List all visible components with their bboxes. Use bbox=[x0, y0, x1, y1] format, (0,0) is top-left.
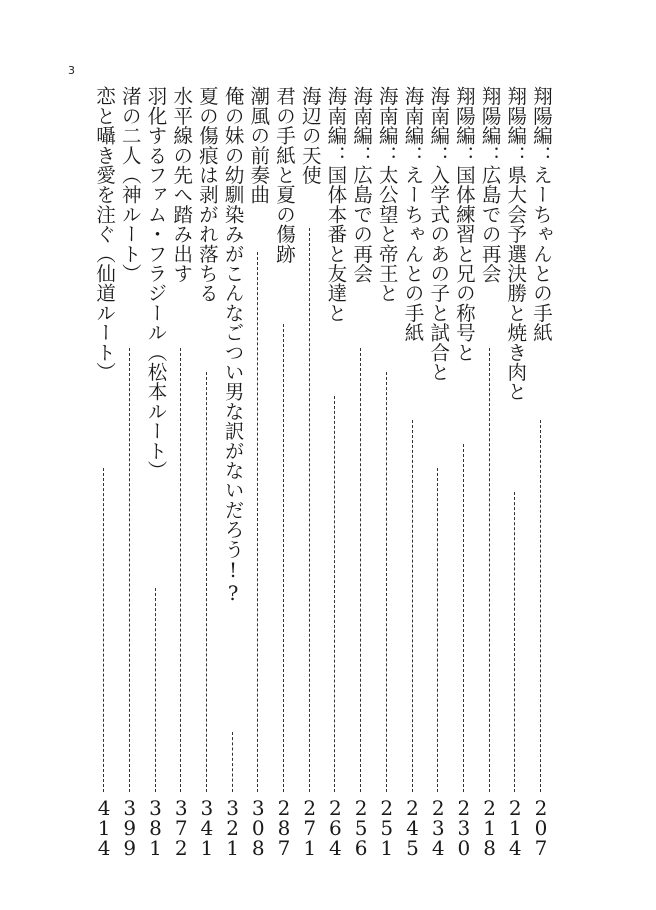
toc-entry-title: 翔陽編：広島での再会 bbox=[478, 86, 502, 283]
toc-entry-title: 海南編：広島での再会 bbox=[350, 86, 374, 283]
toc-entry-title: 海南編：太公望と帝王と bbox=[375, 86, 399, 303]
toc-entry[interactable] bbox=[349, 86, 374, 860]
toc-entry-title: 海辺の天使 bbox=[298, 86, 322, 185]
dotted-leader bbox=[155, 588, 156, 792]
toc-entry[interactable] bbox=[221, 86, 245, 860]
toc-entry-page-number: 2 5 1 bbox=[380, 796, 394, 860]
toc-entry[interactable] bbox=[195, 86, 219, 860]
toc-entry[interactable] bbox=[426, 86, 451, 860]
toc-entry-page-number: 3 9 9 bbox=[123, 796, 137, 860]
toc-entry-page-number: 2 0 7 bbox=[534, 796, 548, 860]
toc-entry[interactable] bbox=[323, 86, 348, 860]
dotted-leader bbox=[232, 732, 233, 792]
toc-entry[interactable] bbox=[478, 86, 502, 860]
toc-entry-page-number: 2 1 8 bbox=[483, 796, 496, 860]
page-number: 3 bbox=[68, 64, 75, 77]
dotted-leader bbox=[283, 324, 284, 792]
toc-entry-page-number: 2 3 0 bbox=[457, 796, 471, 860]
toc-entry-page-number: 2 1 4 bbox=[508, 796, 522, 860]
toc-entry-title: 恋と囁き愛を注ぐ（仙道ルート） bbox=[93, 86, 117, 382]
toc-entry-title: 海南編：入学式のあの子と試合と bbox=[427, 86, 451, 382]
toc-entry-page-number: 2 3 4 bbox=[431, 796, 445, 860]
toc-entry-page-number: 3 8 1 bbox=[149, 796, 162, 860]
toc-entry-page-number: 3 2 1 bbox=[226, 796, 239, 860]
toc-entry[interactable] bbox=[169, 86, 194, 860]
toc-entry-title: 夏の傷痕は剥がれ落ちる bbox=[195, 86, 219, 303]
toc-entry[interactable] bbox=[529, 86, 553, 860]
dotted-leader bbox=[180, 348, 181, 792]
toc-entry[interactable] bbox=[298, 86, 322, 860]
dotted-leader bbox=[463, 444, 464, 792]
toc-entry[interactable] bbox=[246, 86, 271, 860]
toc-entry-title: 翔陽編：国体練習と兄の称号と bbox=[452, 86, 476, 362]
dotted-leader bbox=[334, 396, 335, 792]
toc-entry-page-number: 2 8 7 bbox=[277, 796, 291, 860]
dotted-leader bbox=[514, 492, 515, 792]
toc-entry[interactable] bbox=[144, 86, 168, 860]
dotted-leader bbox=[412, 420, 413, 792]
toc-entry-page-number: 2 7 1 bbox=[303, 796, 317, 860]
dotted-leader bbox=[540, 420, 541, 792]
toc-entry[interactable] bbox=[401, 86, 425, 860]
dotted-leader bbox=[437, 468, 438, 792]
toc-entry[interactable] bbox=[375, 86, 399, 860]
toc-entry-title: 渚の二人（神ルート） bbox=[118, 86, 142, 283]
toc-entry[interactable] bbox=[92, 86, 117, 860]
dotted-leader bbox=[360, 348, 361, 792]
table-of-contents bbox=[0, 86, 656, 866]
dotted-leader bbox=[206, 372, 207, 792]
dotted-leader bbox=[103, 468, 104, 792]
toc-entry-page-number: 3 7 2 bbox=[174, 796, 188, 860]
toc-entry-page-number: 2 5 6 bbox=[354, 796, 368, 860]
toc-entry-title: 海南編：国体本番と友達と bbox=[324, 86, 348, 323]
toc-entry-page-number: 4 1 4 bbox=[97, 796, 111, 860]
dotted-leader bbox=[309, 228, 310, 792]
toc-entry-title: 翔陽編：えーちゃんとの手紙 bbox=[530, 86, 553, 343]
dotted-leader bbox=[257, 252, 258, 792]
toc-entry-title: 羽化するファム・フラジール（松本ルート） bbox=[144, 86, 168, 480]
toc-entry-title: 俺の妹の幼馴染みがこんなごつい男な訳がないだろう!? bbox=[221, 86, 245, 606]
toc-entry-title: 君の手紙と夏の傷跡 bbox=[273, 86, 296, 264]
toc-entry-page-number: 3 4 1 bbox=[200, 796, 214, 860]
toc-entry-title: 潮風の前奏曲 bbox=[247, 86, 271, 205]
toc-entry-page-number: 2 4 5 bbox=[406, 796, 419, 860]
toc-entry[interactable] bbox=[503, 86, 528, 860]
toc-entry-title: 海南編：えーちゃんとの手紙 bbox=[401, 86, 425, 343]
toc-entry-title: 水平線の先へ踏み出す bbox=[170, 86, 194, 283]
dotted-leader bbox=[386, 372, 387, 792]
toc-entry-page-number: 2 6 4 bbox=[329, 796, 342, 860]
dotted-leader bbox=[129, 348, 130, 792]
toc-entry[interactable] bbox=[272, 86, 296, 860]
toc-entry[interactable] bbox=[118, 86, 142, 860]
toc-entry-title: 翔陽編：県大会予選決勝と焼き肉と bbox=[504, 86, 528, 402]
dotted-leader bbox=[489, 348, 490, 792]
toc-entry-page-number: 3 0 8 bbox=[251, 796, 265, 860]
toc-entry[interactable] bbox=[452, 86, 476, 860]
